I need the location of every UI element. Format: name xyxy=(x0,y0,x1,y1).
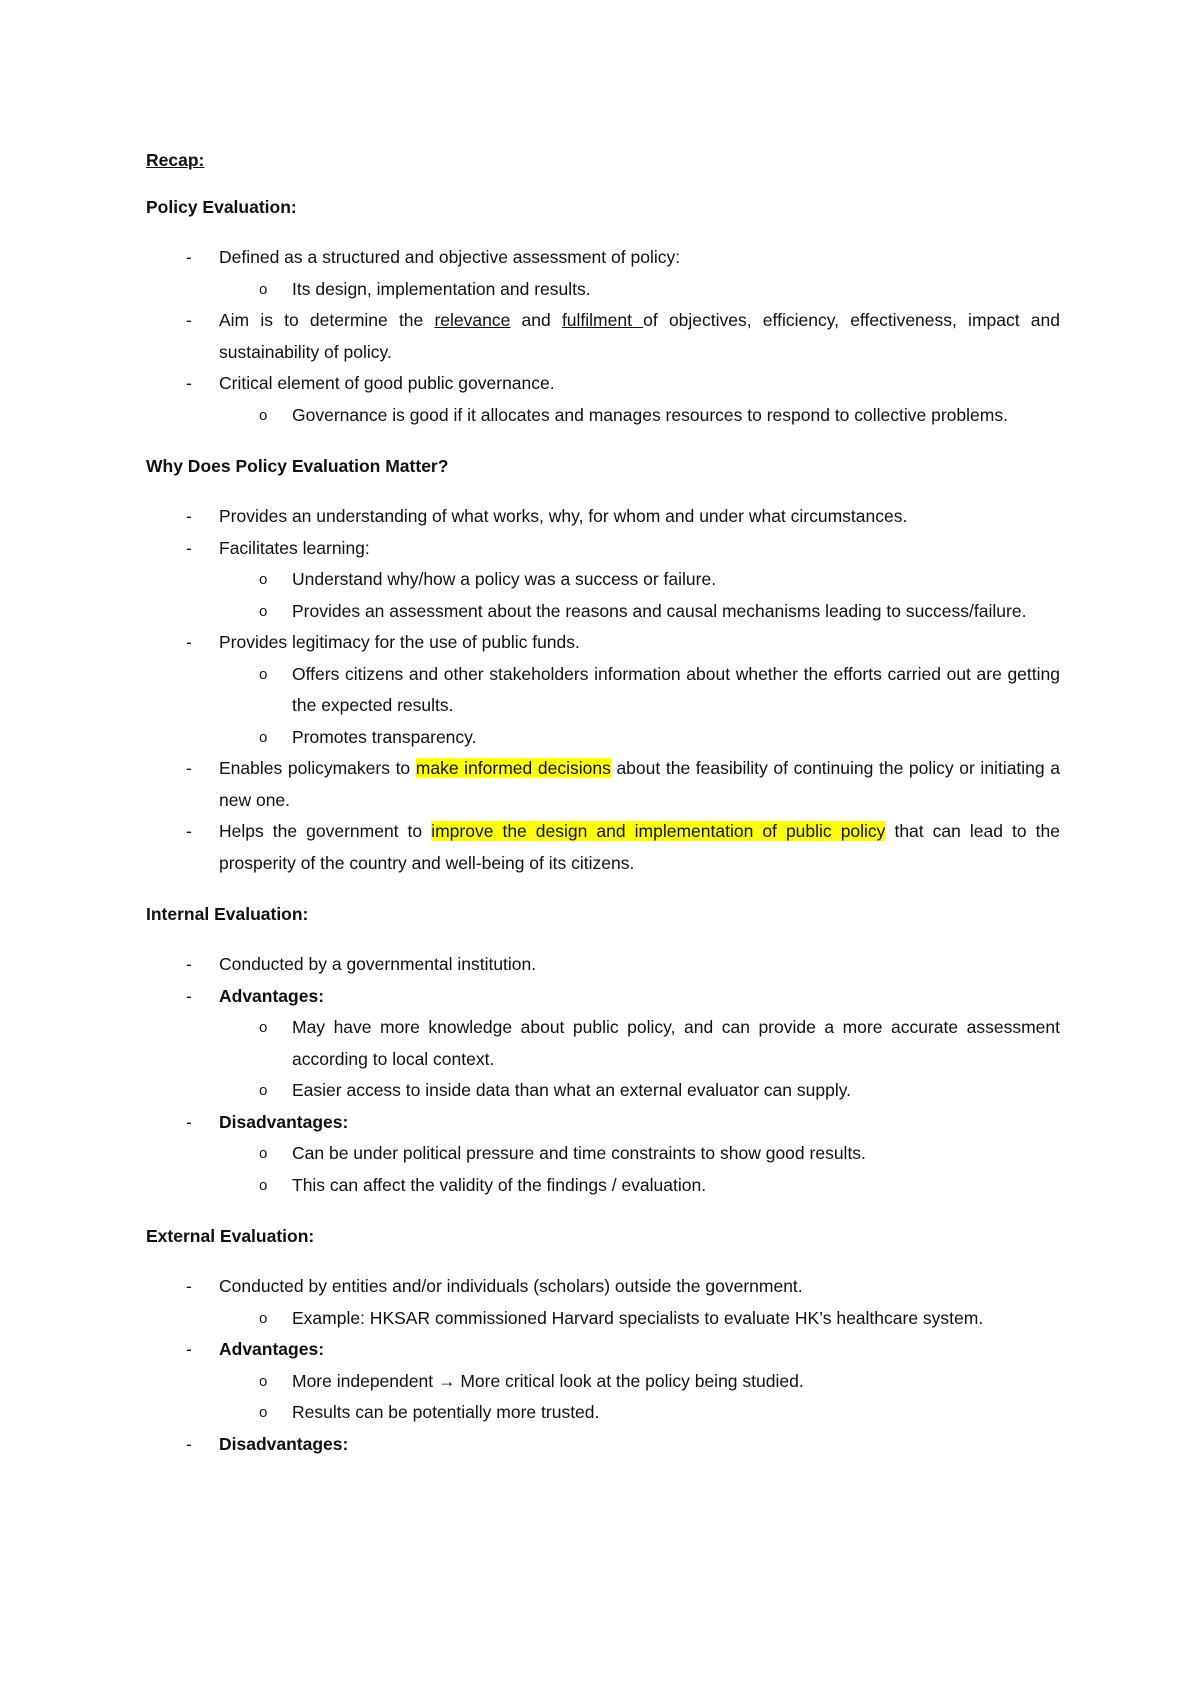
circle-bullet: o xyxy=(259,571,268,588)
circle-bullet: o xyxy=(259,602,268,620)
external-evaluation-heading: External Evaluation: xyxy=(146,1226,315,1246)
list-item xyxy=(146,1107,1060,1139)
item-text: Aim is to determine the xyxy=(219,310,435,330)
item-text: Facilitates learning: xyxy=(219,537,370,558)
dash-bullet: - xyxy=(186,373,192,393)
underlined-term-fulfilment: fulfilment xyxy=(561,310,644,330)
policy-evaluation-heading: Policy Evaluation: xyxy=(146,197,297,217)
item-text: Helps the government to xyxy=(219,821,432,841)
list-item xyxy=(146,1334,1060,1366)
item-text: Offers citizens and other stakeholders information about whether the efforts carried out are getting the expected results. xyxy=(292,663,1060,715)
circle-bullet: o xyxy=(259,280,268,298)
why-matter-list xyxy=(146,501,1060,879)
sub-list-item xyxy=(146,400,1060,432)
item-text: This can affect the validity of the findings / evaluation. xyxy=(292,1174,707,1195)
item-text: about the feasibility of continuing the policy or initiating a new one. xyxy=(219,758,1060,810)
sub-list-item xyxy=(146,722,1060,754)
item-text: of objectives, efficiency, effectiveness, impact and sustainability of policy. xyxy=(219,310,1060,362)
item-text: Understand why/how a policy was a success or failure. xyxy=(292,569,717,589)
item-text: Provides an understanding of what works, why, for whom and under what circumstances. xyxy=(219,506,908,526)
list-item xyxy=(146,305,1060,368)
disadvantages-label: Disadvantages: xyxy=(219,1111,349,1132)
sub-list-item xyxy=(146,1397,1060,1429)
sub-list-item xyxy=(146,274,1060,306)
list-item xyxy=(146,949,1060,981)
document-body xyxy=(146,148,1060,1460)
item-text: Can be under political pressure and time constraints to show good results. xyxy=(292,1143,866,1163)
list-item xyxy=(146,753,1060,816)
advantages-label: Advantages: xyxy=(219,985,325,1006)
sub-list-item xyxy=(146,1170,1060,1202)
list-item xyxy=(146,816,1060,879)
item-text: Provides an assessment about the reasons and causal mechanisms leading to success/failure. xyxy=(292,600,1027,621)
dash-bullet: - xyxy=(186,985,192,1006)
dash-bullet: - xyxy=(186,1339,192,1359)
circle-bullet: o xyxy=(259,406,268,424)
internal-evaluation-list xyxy=(146,949,1060,1201)
list-item xyxy=(146,627,1060,659)
highlighted-text: improve the design and implementation of public policy xyxy=(431,821,886,841)
dash-bullet: - xyxy=(186,1276,192,1296)
item-text: Conducted by entities and/or individuals (scholars) outside the government. xyxy=(219,1276,803,1296)
dash-bullet: - xyxy=(186,506,192,526)
item-text: Results can be potentially more trusted. xyxy=(292,1402,600,1422)
sub-list-item xyxy=(146,1303,1060,1335)
list-item xyxy=(146,533,1060,565)
circle-bullet: o xyxy=(259,1372,268,1390)
item-text: Provides legitimacy for the use of public funds. xyxy=(219,632,580,652)
list-item xyxy=(146,1429,1060,1461)
item-text: Enables policymakers to xyxy=(219,758,416,778)
internal-evaluation-heading: Internal Evaluation: xyxy=(146,904,309,924)
recap-heading: Recap: xyxy=(146,150,205,170)
item-text: More critical look at the policy being studied. xyxy=(455,1370,804,1391)
item-text: Promotes transparency. xyxy=(292,726,477,747)
sub-list-item xyxy=(146,659,1060,722)
dash-bullet: - xyxy=(186,1111,192,1132)
list-item xyxy=(146,242,1060,274)
external-evaluation-list xyxy=(146,1271,1060,1460)
dash-bullet: - xyxy=(186,1433,192,1454)
item-text: Easier access to inside data than what an external evaluator can supply. xyxy=(292,1080,852,1100)
circle-bullet: o xyxy=(259,1082,268,1099)
highlighted-text: make informed decisions xyxy=(415,758,611,778)
circle-bullet: o xyxy=(259,1145,268,1162)
item-text: Its design, implementation and results. xyxy=(292,278,591,299)
circle-bullet: o xyxy=(259,1309,268,1327)
sub-list-item xyxy=(146,1366,1060,1398)
list-item xyxy=(146,1271,1060,1303)
item-text: More independent xyxy=(292,1370,438,1391)
item-text: Critical element of good public governance. xyxy=(219,373,555,393)
dash-bullet: - xyxy=(186,954,192,974)
item-text: Defined as a structured and objective assessment of policy: xyxy=(219,247,681,267)
circle-bullet: o xyxy=(259,1176,268,1194)
dash-bullet: - xyxy=(186,758,192,778)
policy-evaluation-list xyxy=(146,242,1060,431)
item-text: May have more knowledge about public policy, and can provide a more accurate assessment according to local context. xyxy=(292,1017,1060,1069)
advantages-label: Advantages: xyxy=(219,1339,325,1359)
circle-bullet: o xyxy=(259,1404,268,1421)
dash-bullet: - xyxy=(186,247,192,267)
circle-bullet: o xyxy=(259,665,268,683)
sub-list-item xyxy=(146,564,1060,596)
sub-list-item xyxy=(146,1138,1060,1170)
dash-bullet: - xyxy=(186,632,192,652)
sub-list-item xyxy=(146,1075,1060,1107)
item-text: that can lead to the prosperity of the country and well-being of its citizens. xyxy=(219,821,1060,873)
disadvantages-label: Disadvantages: xyxy=(219,1433,349,1454)
underlined-term-relevance: relevance xyxy=(434,310,511,330)
sub-list-item xyxy=(146,1012,1060,1075)
dash-bullet: - xyxy=(186,537,192,558)
list-item xyxy=(146,501,1060,533)
item-text: Conducted by a governmental institution. xyxy=(219,954,537,974)
why-matter-heading: Why Does Policy Evaluation Matter? xyxy=(146,456,449,476)
sub-list-item xyxy=(146,596,1060,628)
item-text: and xyxy=(510,310,562,330)
list-item xyxy=(146,981,1060,1013)
dash-bullet: - xyxy=(186,821,192,841)
circle-bullet: o xyxy=(259,1019,268,1036)
item-text: Example: HKSAR commissioned Harvard specialists to evaluate HK’s healthcare system. xyxy=(292,1307,984,1328)
right-arrow-icon: → xyxy=(437,1370,456,1391)
item-text: Governance is good if it allocates and manages resources to respond to collective problems. xyxy=(292,404,1008,425)
circle-bullet: o xyxy=(259,728,268,746)
list-item xyxy=(146,368,1060,400)
dash-bullet: - xyxy=(186,310,192,330)
